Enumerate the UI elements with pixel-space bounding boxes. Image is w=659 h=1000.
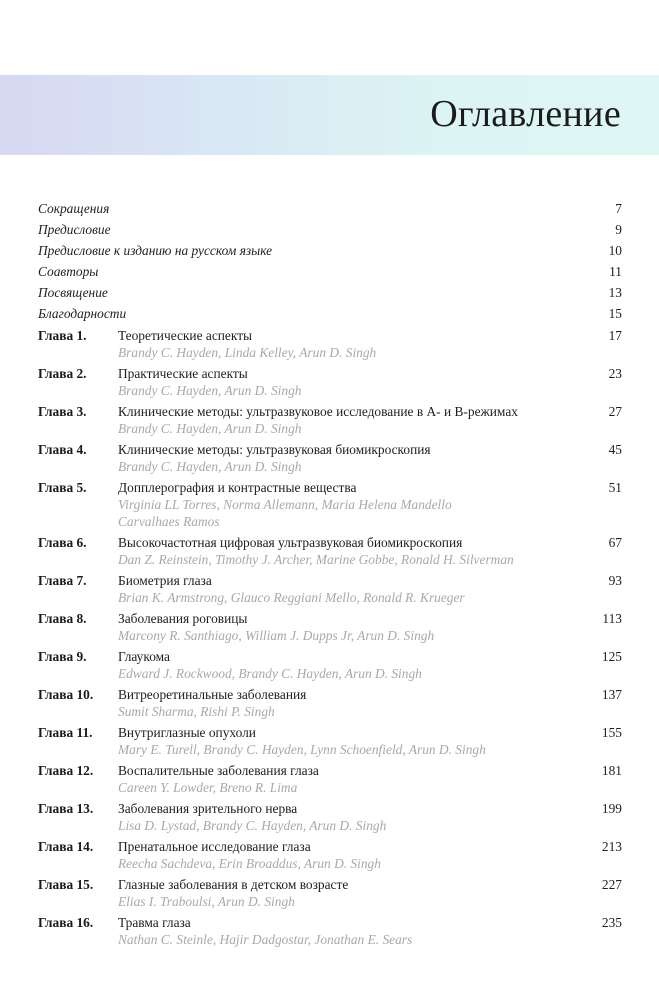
chapter-authors: Brandy C. Hayden, Linda Kelley, Arun D. Singh bbox=[118, 345, 377, 360]
toc-chapter-6[interactable] bbox=[38, 534, 622, 568]
page-number: 51 bbox=[608, 480, 622, 495]
toc-entry-acknowledgements[interactable] bbox=[38, 304, 622, 324]
chapter-label: Глава 16. bbox=[38, 915, 94, 930]
toc-chapter-13[interactable] bbox=[38, 800, 622, 834]
page-number: 11 bbox=[609, 264, 622, 279]
chapter-label: Глава 9. bbox=[38, 649, 87, 664]
chapter-title: Практические аспекты bbox=[118, 366, 248, 381]
toc-entry-contributors[interactable] bbox=[38, 262, 622, 282]
entry-title: Посвящение bbox=[38, 285, 108, 300]
toc-chapter-8[interactable] bbox=[38, 610, 622, 644]
chapter-authors: Virginia LL Torres, Norma Allemann, Maria Helena Mandello Carvalhaes Ramos bbox=[118, 497, 452, 529]
toc-chapter-15[interactable] bbox=[38, 876, 622, 910]
page-number: 137 bbox=[601, 687, 622, 702]
chapter-title: Допплерография и контрастные вещества bbox=[118, 480, 357, 495]
chapter-label: Глава 3. bbox=[38, 404, 87, 419]
page-number: 213 bbox=[601, 839, 622, 854]
chapter-label: Глава 1. bbox=[38, 328, 87, 343]
chapter-label: Глава 6. bbox=[38, 535, 87, 550]
chapter-label: Глава 2. bbox=[38, 366, 87, 381]
page-number: 27 bbox=[608, 404, 622, 419]
page-number: 155 bbox=[601, 725, 622, 740]
page-number: 45 bbox=[608, 442, 622, 457]
toc-chapter-11[interactable] bbox=[38, 724, 622, 758]
page-number: 23 bbox=[608, 366, 622, 381]
page-title: Оглавление bbox=[430, 93, 621, 135]
chapter-title: Глаукома bbox=[118, 649, 170, 664]
chapter-authors: Lisa D. Lystad, Brandy C. Hayden, Arun D. Singh bbox=[118, 818, 387, 833]
page-number: 13 bbox=[608, 285, 622, 300]
toc-chapter-1[interactable] bbox=[38, 327, 622, 361]
toc-entry-russian-preface[interactable] bbox=[38, 241, 622, 261]
entry-title: Соавторы bbox=[38, 264, 99, 279]
chapter-title: Внутриглазные опухоли bbox=[118, 725, 256, 740]
page-number: 15 bbox=[608, 306, 622, 321]
chapter-label: Глава 12. bbox=[38, 763, 94, 778]
chapter-title: Пренатальное исследование глаза bbox=[118, 839, 311, 854]
chapter-authors: Marcony R. Santhiago, William J. Dupps Jr, Arun D. Singh bbox=[118, 628, 435, 643]
toc-entry-dedication[interactable] bbox=[38, 283, 622, 303]
chapter-authors: Elias I. Traboulsi, Arun D. Singh bbox=[118, 894, 295, 909]
chapter-title: Клинические методы: ультразвуковое исследование в А- и В-режимах bbox=[118, 404, 518, 419]
entry-title: Предисловие к изданию на русском языке bbox=[38, 243, 273, 258]
page-number: 125 bbox=[601, 649, 622, 664]
chapter-authors: Dan Z. Reinstein, Timothy J. Archer, Marine Gobbe, Ronald H. Silverman bbox=[118, 552, 514, 567]
toc-chapter-10[interactable] bbox=[38, 686, 622, 720]
chapter-authors: Careen Y. Lowder, Breno R. Lima bbox=[118, 780, 298, 795]
chapter-label: Глава 15. bbox=[38, 877, 94, 892]
chapter-label: Глава 13. bbox=[38, 801, 94, 816]
chapter-title: Клинические методы: ультразвуковая биомикроскопия bbox=[118, 442, 431, 457]
chapter-title: Воспалительные заболевания глаза bbox=[118, 763, 319, 778]
chapter-authors: Nathan C. Steinle, Hajir Dadgostar, Jonathan E. Sears bbox=[118, 932, 413, 947]
page-number: 10 bbox=[608, 243, 622, 258]
page-number: 7 bbox=[615, 201, 622, 216]
toc-chapter-7[interactable] bbox=[38, 572, 622, 606]
chapter-authors: Brandy C. Hayden, Arun D. Singh bbox=[118, 459, 302, 474]
toc-chapter-9[interactable] bbox=[38, 648, 622, 682]
entry-title: Сокращения bbox=[38, 201, 110, 216]
title-banner bbox=[0, 75, 659, 155]
chapter-title: Теоретические аспекты bbox=[118, 328, 253, 343]
chapter-label: Глава 8. bbox=[38, 611, 87, 626]
chapter-authors: Sumit Sharma, Rishi P. Singh bbox=[118, 704, 275, 719]
page-number: 199 bbox=[601, 801, 622, 816]
toc-chapter-2[interactable] bbox=[38, 365, 622, 399]
toc-entry-abbreviations[interactable] bbox=[38, 199, 622, 219]
page-number: 93 bbox=[608, 573, 622, 588]
page-number: 113 bbox=[602, 611, 622, 626]
toc-chapter-5[interactable] bbox=[38, 479, 622, 530]
chapter-label: Глава 10. bbox=[38, 687, 94, 702]
chapter-authors: Edward J. Rockwood, Brandy C. Hayden, Arun D. Singh bbox=[118, 666, 422, 681]
toc-chapter-3[interactable] bbox=[38, 403, 622, 437]
chapter-title: Травма глаза bbox=[118, 915, 191, 930]
page-number: 9 bbox=[615, 222, 622, 237]
chapter-label: Глава 4. bbox=[38, 442, 87, 457]
chapter-authors: Brandy C. Hayden, Arun D. Singh bbox=[118, 421, 302, 436]
toc-chapter-16[interactable] bbox=[38, 914, 622, 948]
toc-chapter-4[interactable] bbox=[38, 441, 622, 475]
toc-chapter-14[interactable] bbox=[38, 838, 622, 872]
chapter-title: Высокочастотная цифровая ультразвуковая биомикроскопия bbox=[118, 535, 463, 550]
chapter-authors: Brandy C. Hayden, Arun D. Singh bbox=[118, 383, 302, 398]
entry-title: Благодарности bbox=[38, 306, 127, 321]
chapter-title: Глазные заболевания в детском возрасте bbox=[118, 877, 349, 892]
chapter-title: Биометрия глаза bbox=[118, 573, 212, 588]
chapter-title: Витреоретинальные заболевания bbox=[118, 687, 307, 702]
page-number: 67 bbox=[608, 535, 622, 550]
entry-title: Предисловие bbox=[38, 222, 111, 237]
page-number: 181 bbox=[601, 763, 622, 778]
page-number: 235 bbox=[601, 915, 622, 930]
chapter-title: Заболевания роговицы bbox=[118, 611, 248, 626]
chapter-label: Глава 5. bbox=[38, 480, 87, 495]
chapter-label: Глава 14. bbox=[38, 839, 94, 854]
page-number: 17 bbox=[608, 328, 622, 343]
chapter-authors: Mary E. Turell, Brandy C. Hayden, Lynn Schoenfield, Arun D. Singh bbox=[118, 742, 486, 757]
toc-chapter-12[interactable] bbox=[38, 762, 622, 796]
page-number: 227 bbox=[601, 877, 622, 892]
toc-entry-preface[interactable] bbox=[38, 220, 622, 240]
chapter-authors: Brian K. Armstrong, Glauco Reggiani Mello, Ronald R. Krueger bbox=[118, 590, 465, 605]
chapter-label: Глава 11. bbox=[38, 725, 93, 740]
chapter-title: Заболевания зрительного нерва bbox=[118, 801, 298, 816]
chapter-authors: Reecha Sachdeva, Erin Broaddus, Arun D. Singh bbox=[118, 856, 381, 871]
chapter-label: Глава 7. bbox=[38, 573, 87, 588]
